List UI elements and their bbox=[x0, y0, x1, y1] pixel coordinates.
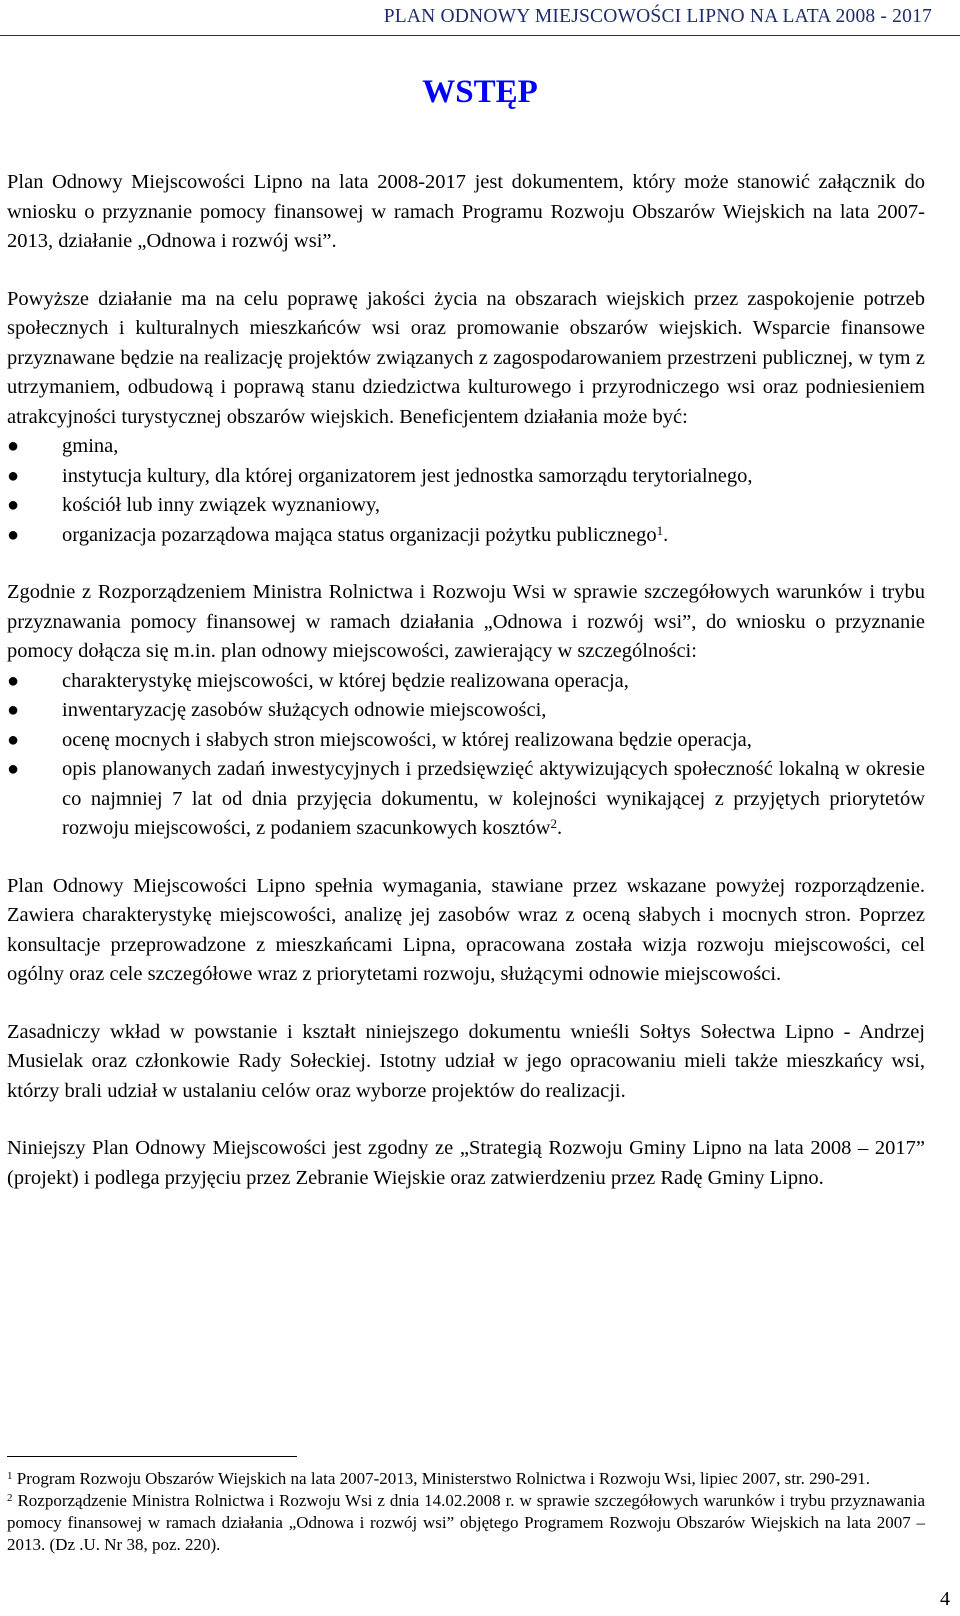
list-item bbox=[7, 755, 925, 844]
list-item-suffix: . bbox=[556, 817, 563, 839]
bullet-icon: ● bbox=[7, 435, 20, 457]
footnote-number: 1 bbox=[7, 1470, 13, 1482]
page-number: 4 bbox=[940, 1588, 950, 1610]
list-item-text: instytucja kultury, dla której organizatorem jest jednostka samorządu terytorialnego, bbox=[62, 464, 753, 487]
document-body bbox=[7, 168, 925, 1221]
list-item bbox=[7, 696, 925, 726]
requirements-list bbox=[7, 667, 925, 844]
list-item-text: organizacja pozarządowa mająca status organizacji pożytku publicznego bbox=[62, 523, 657, 546]
footnote-divider bbox=[7, 1456, 297, 1457]
intro-paragraph: Plan Odnowy Miejscowości Lipno na lata 2008-2017 jest dokumentem, który może stanowić załącznik do wniosku o przyznanie pomocy finansowej w ramach Programu Rozwoju Obszarów Wiejskich na lata 2007-2013, działanie „Odnowa i rozwój wsi”. bbox=[7, 171, 925, 252]
compliance-paragraph: Plan Odnowy Miejscowości Lipno spełnia wymagania, stawiane przez wskazane powyżej rozporządzenie. Zawiera charakterystykę miejscowości, analizę jej zasobów wraz z oceną słabych i mocnych stron. Poprzez konsultacje przeprowadzone z mieszkańcami Lipna, opracowana została wizja rozwoju miejscowości, cel ogólny oraz cele szczegółowe wraz z priorytetami rozwoju, służącymi odnowie miejscowości. bbox=[7, 874, 925, 985]
footnote-ref: 2 bbox=[550, 816, 557, 831]
list-item bbox=[7, 726, 925, 756]
bullet-icon: ● bbox=[7, 699, 20, 721]
bullet-icon: ● bbox=[7, 523, 20, 546]
footnote-number: 2 bbox=[7, 1492, 13, 1504]
list-item-text: gmina, bbox=[62, 435, 119, 457]
list-item-text: kościół lub inny związek wyznaniowy, bbox=[62, 494, 381, 516]
list-item bbox=[7, 521, 925, 551]
footnote-text: Program Rozwoju Obszarów Wiejskich na lata 2007-2013, Ministerstwo Rolnictwa i Rozwoju Wsi, lipiec 2007, str. 290-291. bbox=[16, 1469, 871, 1488]
footnote-ref: 1 bbox=[656, 522, 664, 538]
list-item-text: ocenę mocnych i słabych stron miejscowości, w której realizowana będzie operacja, bbox=[62, 728, 752, 751]
bullet-icon: ● bbox=[7, 669, 20, 692]
regulation-paragraph: Zgodnie z Rozporządzeniem Ministra Rolnictwa i Rozwoju Wsi w sprawie szczegółowych warunków i trybu przyznawania pomocy finansowej w ramach działania „Odnowa i rozwój wsi”, do wniosku o przyznanie pomocy dołącza się m.in. plan odnowy miejscowości, zawierający w szczególności: bbox=[7, 581, 925, 662]
list-item-text: opis planowanych zadań inwestycyjnych i przedsięwzięć aktywizujących społeczność lokalną w okresie co najmniej 7 lat od dnia przyjęcia dokumentu, w kolejności wynikającej z przyjętych priorytetów rozwoju miejscowości, z podaniem szacunkowych kosztów bbox=[62, 758, 925, 839]
action-goal-paragraph: Powyższe działanie ma na celu poprawę jakości życia na obszarach wiejskich przez zaspokojenie potrzeb społecznych i kulturalnych mieszkańców wsi oraz promowanie obszarów wiejskich. Wsparcie finansowe przyznawane będzie na realizację projektów związanych z zagospodarowaniem przestrzeni publicznej, w tym z utrzymaniem, odbudową i poprawą stanu dziedzictwa kulturowego i przyrodniczego wsi oraz podniesieniem atrakcyjności turystycznej obszarów wiejskich. Beneficjentem działania może być: bbox=[7, 287, 925, 428]
bullet-icon: ● bbox=[7, 758, 20, 780]
list-item-text: charakterystykę miejscowości, w której będzie realizowana operacja, bbox=[62, 669, 629, 692]
beneficiaries-list bbox=[7, 432, 925, 550]
list-item bbox=[7, 432, 925, 462]
strategy-paragraph: Niniejszy Plan Odnowy Miejscowości jest zgodny ze „Strategią Rozwoju Gminy Lipno na lata 2008 – 2017” (projekt) i podlega przyjęciu przez Zebranie Wiejskie oraz zatwierdzeniu przez Radę Gminy Lipno. bbox=[7, 1137, 925, 1189]
footnote-text: Rozporządzenie Ministra Rolnictwa i Rozwoju Wsi z dnia 14.02.2008 r. w sprawie szczegółowych warunków i trybu przyznawania pomocy finansowej w ramach działania „Odnowa i rozwój wsi” objętego Programem Rozwoju Obszarów Wiejskich na lata 2007 – 2013. (Dz .U. Nr 38, poz. 220). bbox=[7, 1491, 926, 1554]
list-item bbox=[7, 491, 925, 521]
header-divider bbox=[0, 35, 960, 36]
bullet-icon: ● bbox=[7, 464, 20, 487]
list-item-suffix: . bbox=[663, 523, 669, 546]
bullet-icon: ● bbox=[7, 494, 20, 516]
footnote bbox=[7, 1468, 925, 1490]
section-heading: WSTĘP bbox=[422, 74, 538, 110]
contribution-paragraph: Zasadniczy wkład w powstanie i kształt niniejszego dokumentu wnieśli Sołtys Sołectwa Lipno - Andrzej Musielak oraz członkowie Rady Sołeckiej. Istotny udział w jego opracowaniu mieli także mieszkańcy wsi, którzy brali udział w ustalaniu celów oraz wyborze projektów do realizacji. bbox=[7, 1020, 925, 1102]
bullet-icon: ● bbox=[7, 728, 20, 751]
running-header: PLAN ODNOWY MIEJSCOWOŚCI LIPNO NA LATA 2008 - 2017 bbox=[383, 6, 932, 27]
list-item bbox=[7, 667, 925, 697]
list-item-text: inwentaryzację zasobów służących odnowie miejscowości, bbox=[62, 699, 547, 721]
list-item bbox=[7, 462, 925, 492]
footnote bbox=[7, 1490, 925, 1556]
footnotes bbox=[7, 1468, 925, 1556]
